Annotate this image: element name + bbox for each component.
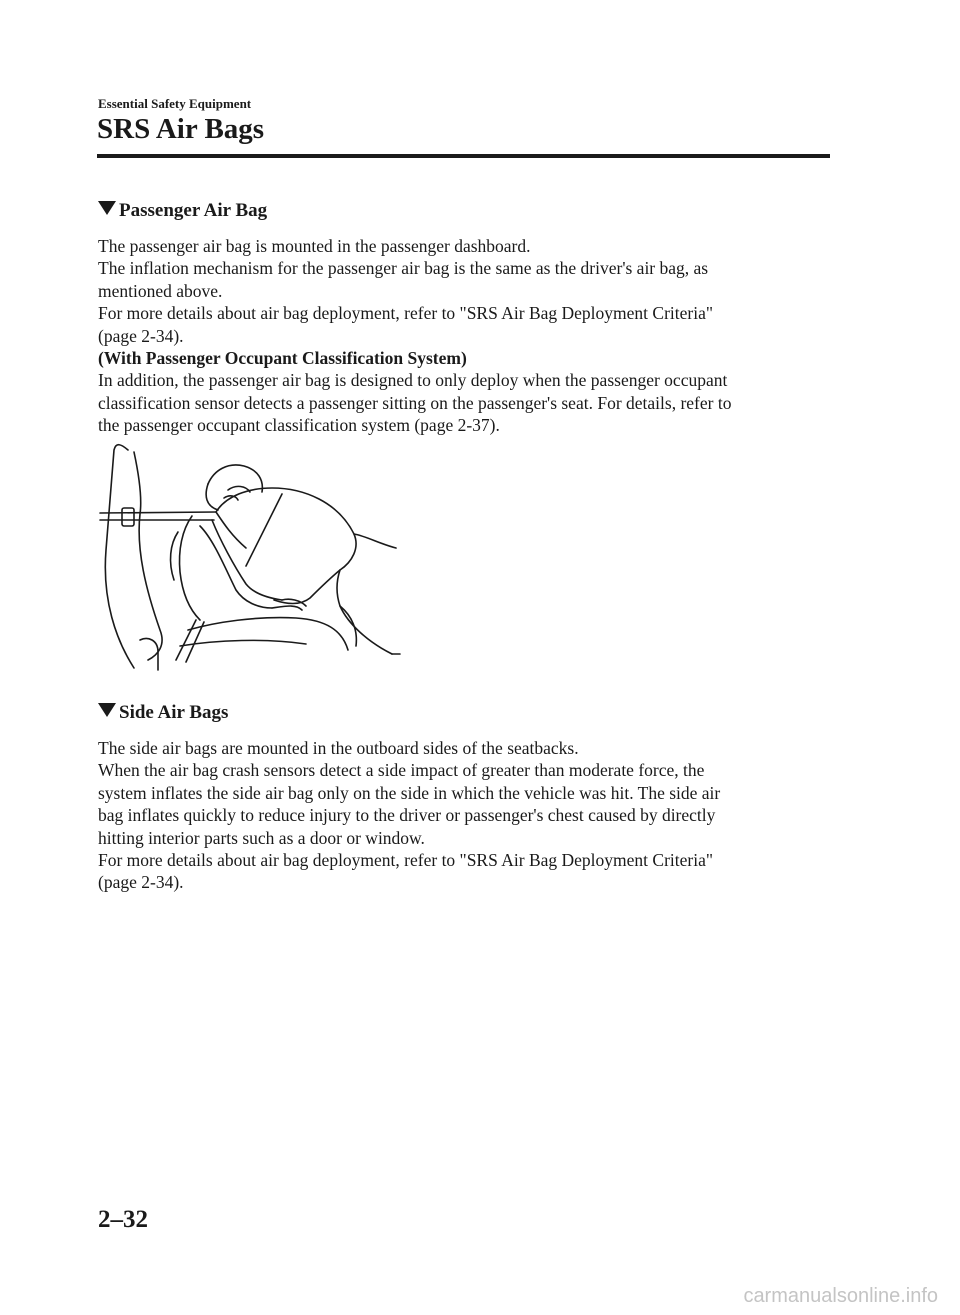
text-line: For more details about air bag deployment, refer to "SRS Air Bag Deployment Criteria" — [98, 850, 713, 871]
heading-side-air-bags — [98, 701, 228, 725]
title-divider — [97, 154, 830, 158]
text-line: In addition, the passenger air bag is designed to only deploy when the passenger occupant — [98, 370, 728, 391]
text-line: (page 2-34). — [98, 872, 184, 893]
heading-text: Passenger Air Bag — [119, 200, 268, 221]
page-number: 2–32 — [98, 1206, 148, 1233]
occupant-classification-subheading: (With Passenger Occupant Classification System) — [98, 348, 467, 369]
watermark: carmanualsonline.info — [743, 1285, 938, 1307]
triangle-bullet-icon — [98, 201, 116, 215]
text-line: When the air bag crash sensors detect a side impact of greater than moderate force, the — [98, 760, 705, 781]
text-line: (page 2-34). — [98, 325, 184, 346]
text-line: mentioned above. — [98, 280, 223, 301]
page-title: SRS Air Bags — [97, 113, 265, 145]
text-line: the passenger occupant classification system (page 2-37). — [98, 415, 500, 436]
text-line: bag inflates quickly to reduce injury to the driver or passenger's chest caused by directly — [98, 805, 716, 826]
text-line: The passenger air bag is mounted in the passenger dashboard. — [98, 236, 531, 256]
section-label: Essential Safety Equipment — [98, 96, 252, 111]
text-line: The inflation mechanism for the passenger air bag is the same as the driver's air bag, as — [98, 258, 709, 279]
text-line: system inflates the side air bag only on the side in which the vehicle was hit. The side air — [98, 782, 721, 803]
text-line: For more details about air bag deployment, refer to "SRS Air Bag Deployment Criteria" — [98, 303, 713, 324]
heading-passenger-air-bag — [98, 199, 267, 223]
text-line: classification sensor detects a passenger sitting on the passenger's seat. For details, refer to — [98, 392, 732, 413]
passenger-paragraph — [98, 235, 828, 437]
side-paragraph — [98, 737, 828, 894]
heading-text: Side Air Bags — [119, 702, 229, 723]
text-line: The side air bags are mounted in the outboard sides of the seatbacks. — [98, 738, 579, 758]
text-line: hitting interior parts such as a door or window. — [98, 827, 425, 848]
triangle-bullet-icon — [98, 703, 116, 717]
passenger-air-bag-illustration — [96, 440, 408, 672]
